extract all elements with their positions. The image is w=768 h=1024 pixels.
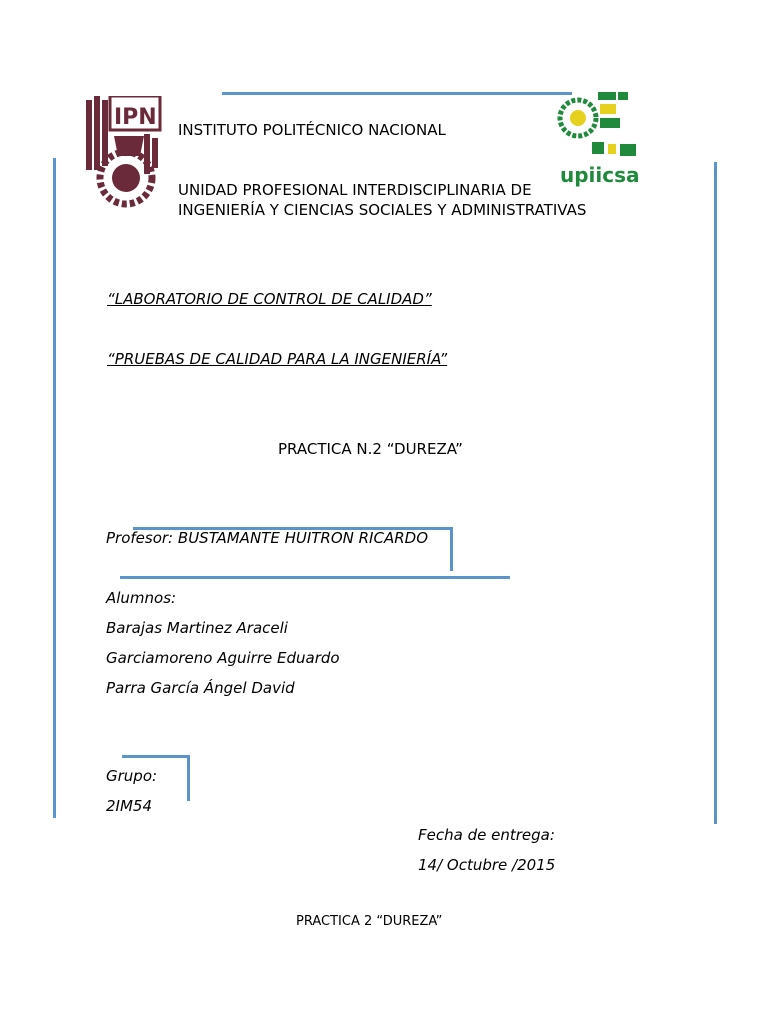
professor-line [106,529,428,547]
frame-line-group-top [122,755,190,758]
upiicsa-logo-text: upiicsa [560,163,640,187]
footer-text: PRACTICA 2 “DUREZA” [296,914,443,929]
group-label: Grupo: [106,767,158,785]
student-name: Garciamoreno Aguirre Eduardo [106,649,340,667]
delivery-date: 14/ Octubre /2015 [418,856,556,874]
student-name: Barajas Martinez Araceli [106,619,288,637]
frame-line-professor-right [450,527,453,571]
frame-line-left [53,158,56,818]
unit-name-line2: INGENIERÍA Y CIENCIAS SOCIALES Y ADMINISTRATIVAS [178,201,587,219]
lab-title: “LABORATORIO DE CONTROL DE CALIDAD” [107,290,432,308]
student-name: Parra García Ángel David [106,679,295,697]
students-label: Alumnos: [106,589,177,607]
ipn-logo-text: IPN [114,105,157,130]
professor-label: Profesor: [106,529,174,547]
unit-name-line1: UNIDAD PROFESIONAL INTERDISCIPLINARIA DE [178,181,532,199]
institute-name: INSTITUTO POLITÉCNICO NACIONAL [178,121,446,139]
frame-line-group-right [187,755,190,801]
practice-title: PRACTICA N.2 “DUREZA” [278,440,463,458]
professor-name: BUSTAMANTE HUITRON RICARDO [177,529,428,547]
delivery-label: Fecha de entrega: [418,826,555,844]
group-value: 2IM54 [106,797,152,815]
subject-title: “PRUEBAS DE CALIDAD PARA LA INGENIERÍA” [107,350,448,368]
frame-line-top [222,92,572,95]
upiicsa-logo [556,88,646,188]
frame-line-professor-bottom [120,576,510,579]
frame-line-right [714,162,717,824]
ipn-logo [84,96,166,216]
